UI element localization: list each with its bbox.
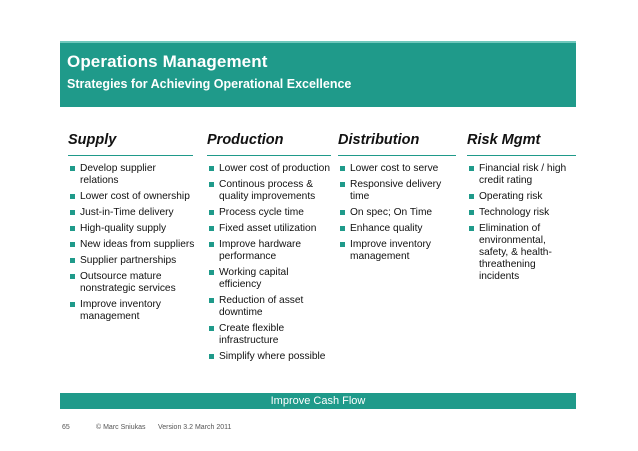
- square-bullet-icon: [209, 182, 214, 187]
- column-heading: Production: [207, 132, 284, 148]
- square-bullet-icon: [70, 166, 75, 171]
- column-risk-mgmt: [467, 132, 579, 282]
- list-item: Continous process & quality improvements: [207, 179, 331, 203]
- square-bullet-icon: [469, 210, 474, 215]
- column-supply: [68, 132, 198, 322]
- list-item: New ideas from suppliers: [68, 239, 196, 251]
- version-label: Version 3.2 March 2011: [158, 424, 232, 431]
- column-list: [338, 163, 456, 267]
- square-bullet-icon: [209, 326, 214, 331]
- list-item: Lower cost of ownership: [68, 191, 196, 203]
- list-item: Enhance quality: [338, 223, 456, 235]
- square-bullet-icon: [209, 298, 214, 303]
- square-bullet-icon: [209, 242, 214, 247]
- list-item: Develop supplier relations: [68, 163, 196, 187]
- square-bullet-icon: [469, 194, 474, 199]
- list-item: High-quality supply: [68, 223, 196, 235]
- page-number: 65: [62, 424, 70, 431]
- list-item: Simplify where possible: [207, 351, 331, 363]
- square-bullet-icon: [70, 194, 75, 199]
- list-item: Reduction of asset downtime: [207, 295, 331, 319]
- list-item: Supplier partnerships: [68, 255, 196, 267]
- square-bullet-icon: [209, 210, 214, 215]
- list-item: Outsource mature nonstrategic services: [68, 271, 196, 295]
- square-bullet-icon: [209, 166, 214, 171]
- list-item: Financial risk / high credit rating: [467, 163, 577, 187]
- list-item: Operating risk: [467, 191, 577, 203]
- slide-subtitle: Strategies for Achieving Operational Excellence: [67, 77, 352, 91]
- column-list: [68, 163, 196, 327]
- square-bullet-icon: [70, 242, 75, 247]
- square-bullet-icon: [340, 166, 345, 171]
- list-item: Improve inventory management: [338, 239, 456, 263]
- list-item: Working capital efficiency: [207, 267, 331, 291]
- square-bullet-icon: [70, 258, 75, 263]
- column-divider: [207, 155, 331, 156]
- list-item: Process cycle time: [207, 207, 331, 219]
- list-item: Fixed asset utilization: [207, 223, 331, 235]
- column-production: [207, 132, 335, 362]
- square-bullet-icon: [70, 274, 75, 279]
- column-list: [207, 163, 331, 367]
- list-item: Improve hardware performance: [207, 239, 331, 263]
- column-heading: Distribution: [338, 132, 420, 148]
- square-bullet-icon: [70, 302, 75, 307]
- title-banner: [60, 41, 576, 107]
- square-bullet-icon: [340, 242, 345, 247]
- list-item: Lower cost of production: [207, 163, 331, 175]
- list-item: Improve inventory management: [68, 299, 196, 323]
- list-item: Elimination of environmental, safety, & health-threathening incidents: [467, 223, 577, 283]
- square-bullet-icon: [340, 210, 345, 215]
- improve-cash-flow-bar: Improve Cash Flow: [60, 393, 576, 409]
- column-heading: Supply: [68, 132, 117, 148]
- square-bullet-icon: [209, 226, 214, 231]
- square-bullet-icon: [209, 354, 214, 359]
- square-bullet-icon: [340, 182, 345, 187]
- column-distribution: [338, 132, 460, 262]
- column-divider: [467, 155, 576, 156]
- list-item: Lower cost to serve: [338, 163, 456, 175]
- slide-title: Operations Management: [67, 52, 268, 71]
- square-bullet-icon: [469, 166, 474, 171]
- column-divider: [338, 155, 456, 156]
- square-bullet-icon: [70, 226, 75, 231]
- list-item: Responsive delivery time: [338, 179, 456, 203]
- column-list: [467, 163, 577, 287]
- copyright-notice: © Marc Sniukas: [96, 424, 146, 431]
- column-heading: Risk Mgmt: [467, 132, 541, 148]
- square-bullet-icon: [469, 226, 474, 231]
- list-item: Just-in-Time delivery: [68, 207, 196, 219]
- list-item: Create flexible infrastructure: [207, 323, 331, 347]
- column-divider: [68, 155, 193, 156]
- square-bullet-icon: [70, 210, 75, 215]
- list-item: Technology risk: [467, 207, 577, 219]
- square-bullet-icon: [340, 226, 345, 231]
- square-bullet-icon: [209, 270, 214, 275]
- list-item: On spec; On Time: [338, 207, 456, 219]
